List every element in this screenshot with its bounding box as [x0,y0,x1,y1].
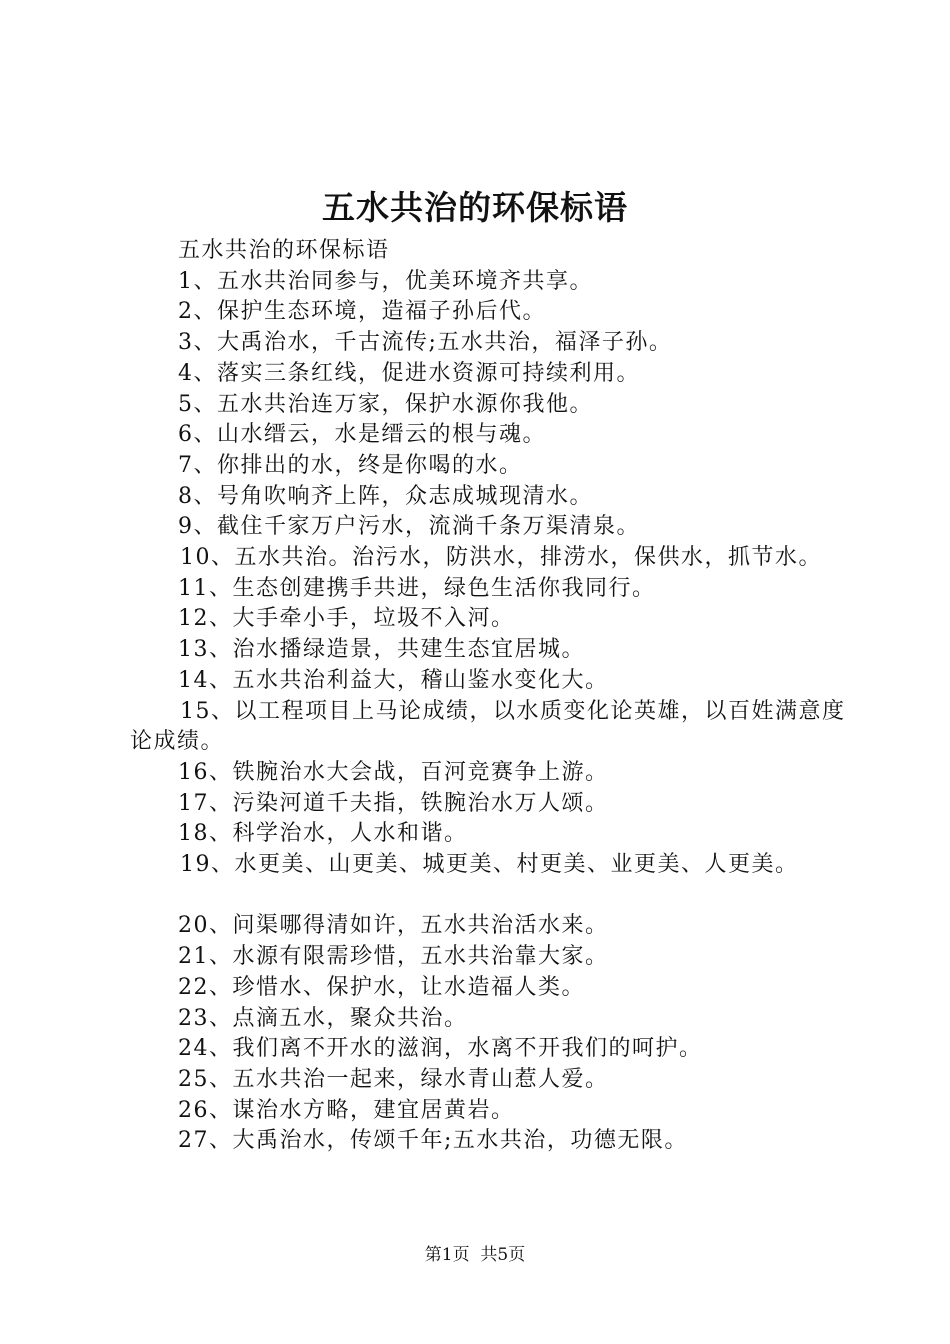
slogan-item: 25、五水共治一起来，绿水青山惹人爱。 [178,1066,609,1092]
slogan-item: 3、大禹治水，千古流传;五水共治，福泽子孙。 [178,330,673,356]
page-footer [0,1243,950,1267]
slogan-item: 9、截住千家万户污水，流淌千条万渠清泉。 [178,514,640,540]
slogan-item: 16、铁腕治水大会战，百河竞赛争上游。 [178,759,609,785]
slogan-item: 22、珍惜水、保护水，让水造福人类。 [178,974,585,1000]
blank-line [130,881,850,912]
slogan-item: 2、保护生态环境，造福子孙后代。 [178,299,546,325]
slogan-item: 19、水更美、山更美、城更美、村更美、业更美、人更美。 [180,852,799,878]
slogan-item: 27、大禹治水，传颂千年;五水共治，功德无限。 [178,1128,688,1154]
slogan-item: 13、治水播绿造景，共建生态宜居城。 [178,637,585,663]
slogan-item: 18、科学治水，人水和谐。 [178,821,468,847]
slogan-item: 15、以工程项目上马论成绩，以水质变化论英雄，以百姓满意度论成绩。 [130,698,846,755]
page-number: 第1页 [424,1245,470,1265]
slogan-item: 14、五水共治利益大，稽山鉴水变化大。 [178,667,609,693]
slogan-item: 21、水源有限需珍惜，五水共治靠大家。 [178,944,609,970]
slogan-item: 20、问渠哪得清如许，五水共治活水来。 [178,913,609,939]
slogan-item: 4、落实三条红线，促进水资源可持续利用。 [178,360,640,386]
slogan-item: 10、五水共治。治污水，防洪水，排涝水，保供水，抓节水。 [180,545,822,571]
slogan-item: 6、山水缙云，水是缙云的根与魂。 [178,422,546,448]
document-body [130,236,850,1157]
slogan-item: 12、大手牵小手，垃圾不入河。 [178,606,515,632]
slogan-item: 5、五水共治连万家，保护水源你我他。 [178,391,593,417]
page-total: 共5页 [480,1245,526,1265]
slogan-item: 23、点滴五水，聚众共治。 [178,1005,468,1031]
slogan-item: 1、五水共治同参与，优美环境齐共享。 [178,268,593,294]
slogan-item: 24、我们离不开水的滋润，水离不开我们的呵护。 [178,1036,703,1062]
slogan-item: 11、生态创建携手共进，绿色生活你我同行。 [178,575,656,601]
slogan-item: 8、号角吹响齐上阵，众志成城现清水。 [178,483,593,509]
slogan-item: 26、谋治水方略，建宜居黄岩。 [178,1097,515,1123]
slogan-item: 17、污染河道千夫指，铁腕治水万人颂。 [178,790,609,816]
document-title: 五水共治的环保标语 [322,188,628,227]
slogan-item: 7、你排出的水，终是你喝的水。 [178,452,523,478]
intro-line: 五水共治的环保标语 [178,238,390,263]
